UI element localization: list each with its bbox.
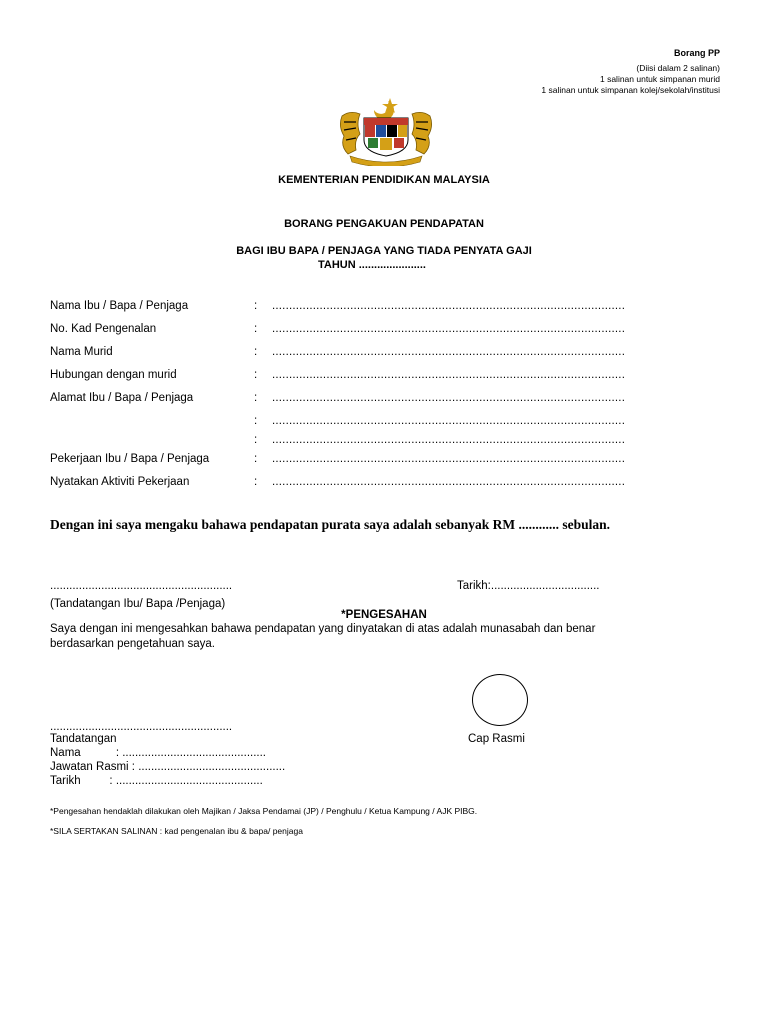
field-value-line[interactable]: ........................................................................................................	[272, 476, 626, 488]
footnote-verification: *Pengesahan hendaklah dilakukan oleh Majikan / Jaksa Pendamai (JP) / Penghulu / Ketua Kampung / AJK PIBG.	[50, 806, 478, 816]
field-value-line[interactable]: ........................................................................................................	[272, 453, 626, 465]
field-value-line[interactable]: ........................................................................................................	[272, 369, 626, 381]
verifier-date[interactable]: Tarikh : ..............................................	[50, 775, 263, 787]
coat-of-arms-emblem	[334, 96, 438, 166]
field-value-line[interactable]: ........................................................................................................	[272, 323, 626, 335]
form-subtitle: BAGI IBU BAPA / PENJAGA YANG TIADA PENYATA GAJI	[236, 245, 532, 257]
official-stamp-circle	[472, 674, 528, 726]
field-value-line[interactable]: ........................................................................................................	[272, 415, 626, 427]
parent-signature-caption: (Tandatangan Ibu/ Bapa /Penjaga)	[50, 598, 226, 610]
field-value-line[interactable]: ........................................................................................................	[272, 434, 626, 446]
field-colon: :	[254, 323, 258, 335]
field-colon: :	[254, 300, 258, 312]
field-colon: :	[254, 453, 258, 465]
verification-heading: *PENGESAHAN	[341, 609, 427, 621]
ministry-title: KEMENTERIAN PENDIDIKAN MALAYSIA	[278, 174, 490, 186]
copies-note-line: (Diisi dalam 2 salinan)	[636, 63, 720, 73]
field-label: Hubungan dengan murid	[50, 369, 177, 381]
form-title: BORANG PENGAKUAN PENDAPATAN	[284, 218, 484, 230]
field-label: Nama Ibu / Bapa / Penjaga	[50, 300, 189, 312]
copies-note	[541, 63, 720, 96]
field-colon: :	[254, 415, 258, 427]
field-value-line[interactable]: ........................................................................................................	[272, 392, 626, 404]
official-stamp-label: Cap Rasmi	[468, 733, 525, 745]
verifier-position[interactable]: Jawatan Rasmi : ..............................................	[50, 761, 286, 773]
field-colon: :	[254, 392, 258, 404]
copies-note-line: 1 salinan untuk simpanan murid	[599, 74, 720, 84]
field-colon: :	[254, 476, 258, 488]
copies-note-line: 1 salinan untuk simpanan kolej/sekolah/institusi	[541, 85, 720, 95]
verifier-signature-label: Tandatangan	[50, 733, 117, 745]
parent-signature-line[interactable]: .........................................................	[50, 580, 233, 592]
field-value-line[interactable]: ........................................................................................................	[272, 346, 626, 358]
field-label: Nyatakan Aktiviti Pekerjaan	[50, 476, 190, 488]
signature-date[interactable]: Tarikh:..................................	[457, 580, 600, 592]
year-line: TAHUN ......................	[318, 259, 426, 271]
field-label: Nama Murid	[50, 346, 113, 358]
form-code: Borang PP	[673, 48, 720, 58]
verification-text: Saya dengan ini mengesahkan bahawa pendapatan yang dinyatakan di atas adalah munasabah dan benar	[50, 623, 596, 635]
verifier-signature-line[interactable]: .........................................................	[50, 721, 233, 733]
field-label: Alamat Ibu / Bapa / Penjaga	[50, 392, 194, 404]
footnote-attachments: *SILA SERTAKAN SALINAN : kad pengenalan ibu & bapa/ penjaga	[50, 826, 303, 836]
verifier-name[interactable]: Nama : .............................................	[50, 747, 266, 759]
field-value-line[interactable]: ........................................................................................................	[272, 300, 626, 312]
verification-text: berdasarkan pengetahuan saya.	[50, 638, 215, 650]
field-colon: :	[254, 369, 258, 381]
field-label: No. Kad Pengenalan	[50, 323, 157, 335]
field-colon: :	[254, 346, 258, 358]
field-label: Pekerjaan Ibu / Bapa / Penjaga	[50, 453, 210, 465]
income-declaration: Dengan ini saya mengaku bahawa pendapatan purata saya adalah sebanyak RM ............ sebulan.	[50, 517, 611, 532]
field-colon: :	[254, 434, 258, 446]
